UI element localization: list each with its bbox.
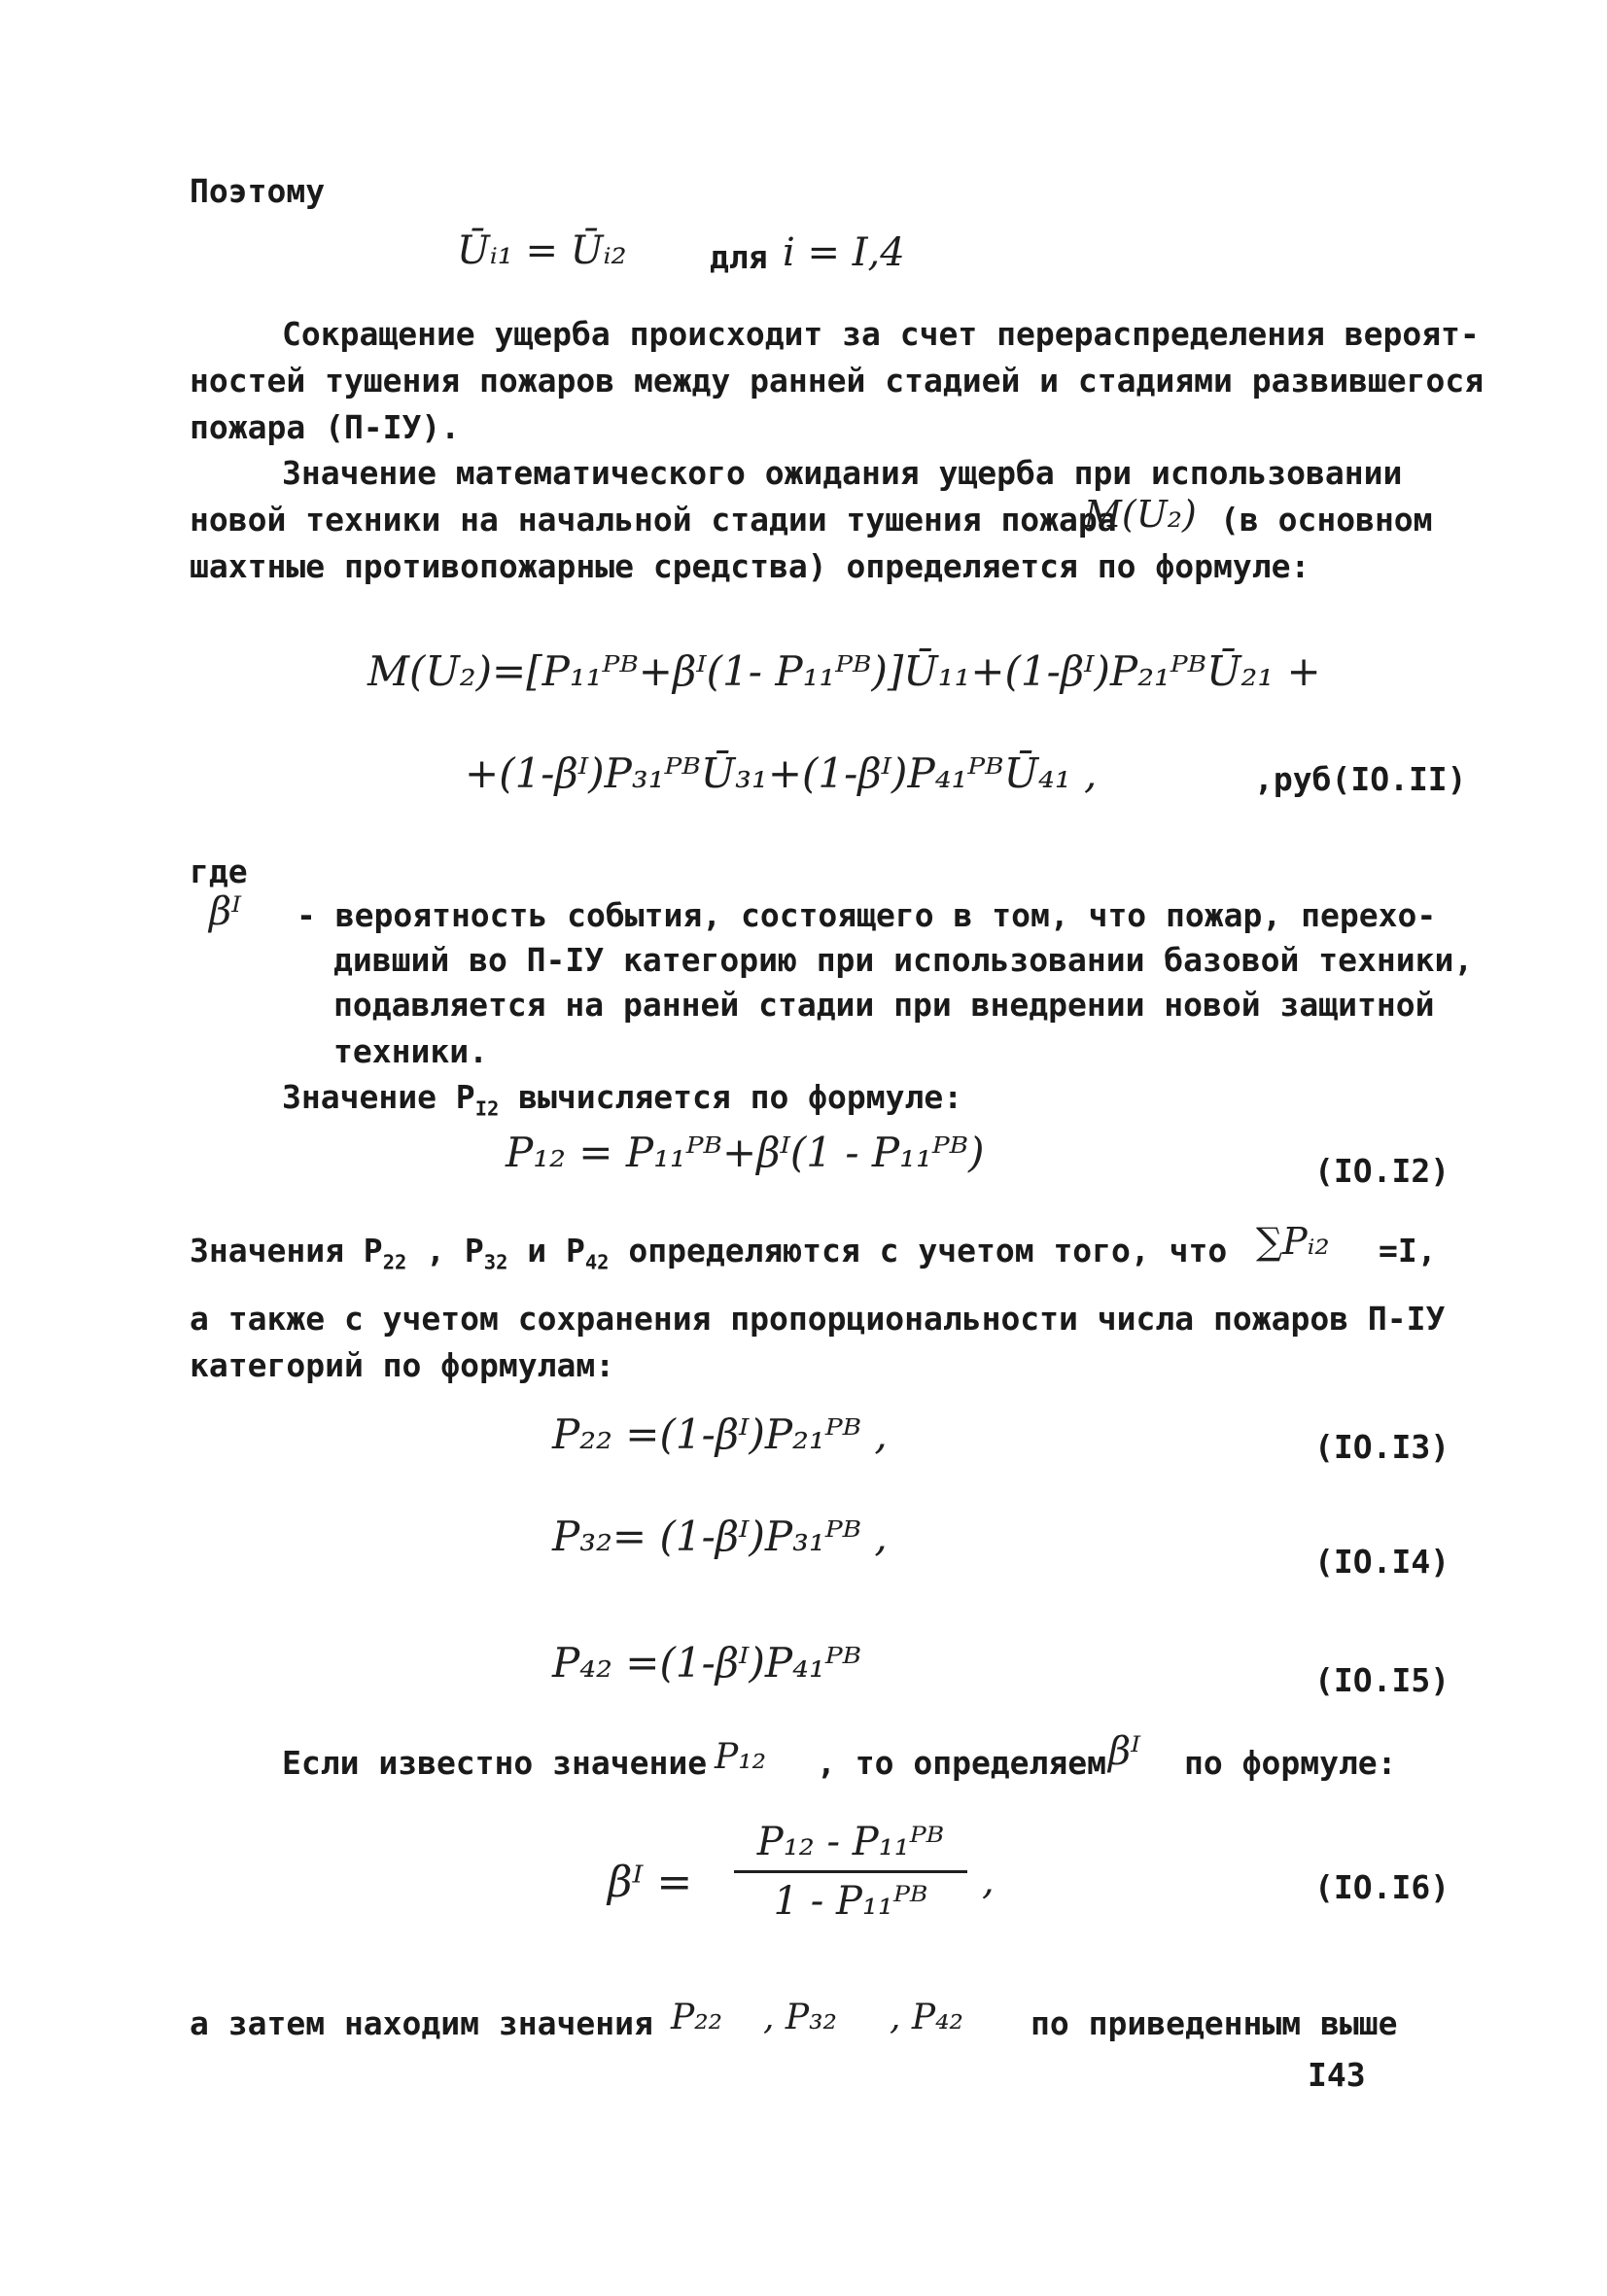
word-gde: где — [190, 852, 248, 890]
beta-symbol: βᴵ — [209, 889, 242, 934]
para2-line2-tail: (в основном — [1220, 501, 1433, 539]
para1-line2: ностей тушения пожаров между ранней стадией и стадиями развившегося — [190, 362, 1485, 400]
fraction-numerator: P₁₂ - P₁₁ᴾᴮ — [756, 1820, 945, 1864]
para4 — [190, 1232, 1228, 1274]
para5-line2: категорий по формулам: — [190, 1346, 615, 1384]
definition-line4: техники. — [333, 1032, 488, 1070]
equation-number-10-12: (IO.I2) — [1314, 1152, 1450, 1190]
formula-index-range: i = I,4 — [783, 230, 905, 275]
para3 — [282, 1078, 963, 1121]
formula-10-14: P₃₂= (1-βᴵ)P₃₁ᴾᴮ , — [552, 1513, 888, 1560]
para7-a: а затем находим значения — [190, 2004, 653, 2042]
equation-number-10-13: (IO.I3) — [1314, 1428, 1450, 1466]
para2-line2: новой техники на начальной стадии тушения пожара — [190, 501, 1117, 539]
formula-mu2-inline: M(U₂) — [1084, 493, 1197, 536]
para4-sub1: 22 — [382, 1250, 407, 1274]
para4-e: =I, — [1379, 1232, 1437, 1270]
para4-d: определяются с учетом того, что — [609, 1232, 1228, 1270]
para6-b: , то определяем — [817, 1744, 1107, 1782]
para2-line1: Значение математического ожидания ущерба при использовании — [282, 454, 1403, 492]
para4-c: и P — [507, 1232, 585, 1270]
formula-10-12: P₁₂ = P₁₁ᴾᴮ+βᴵ(1 - P₁₁ᴾᴮ) — [506, 1129, 985, 1176]
formula-10-13: P₂₂ =(1-βᴵ)P₂₁ᴾᴮ , — [552, 1410, 888, 1458]
para3-subscript: I2 — [474, 1096, 500, 1121]
equation-number-10-16: (IO.I6) — [1314, 1868, 1450, 1906]
para6-p12: P₁₂ — [715, 1737, 767, 1777]
para6-beta: βᴵ — [1108, 1729, 1141, 1774]
para3-rest: вычисляется по формуле: — [499, 1078, 963, 1116]
formula-10-16-fraction — [734, 1820, 967, 1924]
fraction-bar — [734, 1870, 967, 1873]
para3-text: Значение P — [282, 1078, 475, 1116]
word-poetomu: Поэтому — [190, 172, 326, 210]
para6-c: по формуле: — [1184, 1744, 1397, 1782]
formula-10-16-comma: , — [982, 1859, 995, 1903]
para7-p22: P₂₂ — [671, 1998, 723, 2037]
para4-sub3: 42 — [584, 1250, 610, 1274]
para7-p42: , P₄₂ — [890, 1998, 963, 2037]
para7-p32: , P₃₂ — [763, 1998, 837, 2037]
page-number: I43 — [1308, 2056, 1366, 2094]
para2-line3: шахтные противопожарные средства) определяется по формуле: — [190, 547, 1310, 585]
formula-10-11-line2: +(1-βᴵ)P₃₁ᴾᴮŪ₃₁+(1-βᴵ)P₄₁ᴾᴮŪ₄₁ , — [465, 749, 1098, 797]
para5-line1: а также с учетом сохранения пропорциональности числа пожаров П-IУ — [190, 1300, 1446, 1338]
definition-line3: подавляется на ранней стадии при внедрении новой защитной — [333, 986, 1435, 1024]
formula-10-11-line1: M(U₂)=[P₁₁ᴾᴮ+βᴵ(1- P₁₁ᴾᴮ)]Ū₁₁+(1-βᴵ)P₂₁ᴾᴮŪ₂₁ + — [367, 647, 1321, 695]
formula-u-equality: Ūᵢ₁ = Ūᵢ₂ — [457, 228, 627, 273]
para1-line1: Сокращение ущерба происходит за счет перераспределения вероят- — [282, 315, 1480, 353]
para4-sub2: 32 — [483, 1250, 508, 1274]
formula-10-16-lhs: βᴵ = — [608, 1858, 693, 1907]
formula-10-15: P₄₂ =(1-βᴵ)P₄₁ᴾᴮ — [552, 1639, 862, 1687]
para4-b: , P — [406, 1232, 484, 1270]
equation-number-10-11: ,руб(IO.II) — [1254, 760, 1467, 798]
equation-number-10-14: (IO.I4) — [1314, 1543, 1450, 1581]
equation-number-10-15: (IO.I5) — [1314, 1661, 1450, 1699]
para6-a: Если известно значение — [282, 1744, 708, 1782]
word-dlya: для — [710, 238, 768, 276]
para4-a: Значения P — [190, 1232, 383, 1270]
para7-b: по приведенным выше — [1031, 2004, 1398, 2042]
fraction-denominator: 1 - P₁₁ᴾᴮ — [773, 1879, 928, 1924]
para1-line3: пожара (П-IУ). — [190, 408, 461, 446]
formula-sum: ∑Pᵢ₂ — [1256, 1220, 1330, 1263]
definition-line2: дивший во П-IУ категорию при использовании базовой техники, — [333, 941, 1474, 979]
definition-line1: - вероятность события, состоящего в том, что пожар, перехо- — [297, 896, 1437, 934]
